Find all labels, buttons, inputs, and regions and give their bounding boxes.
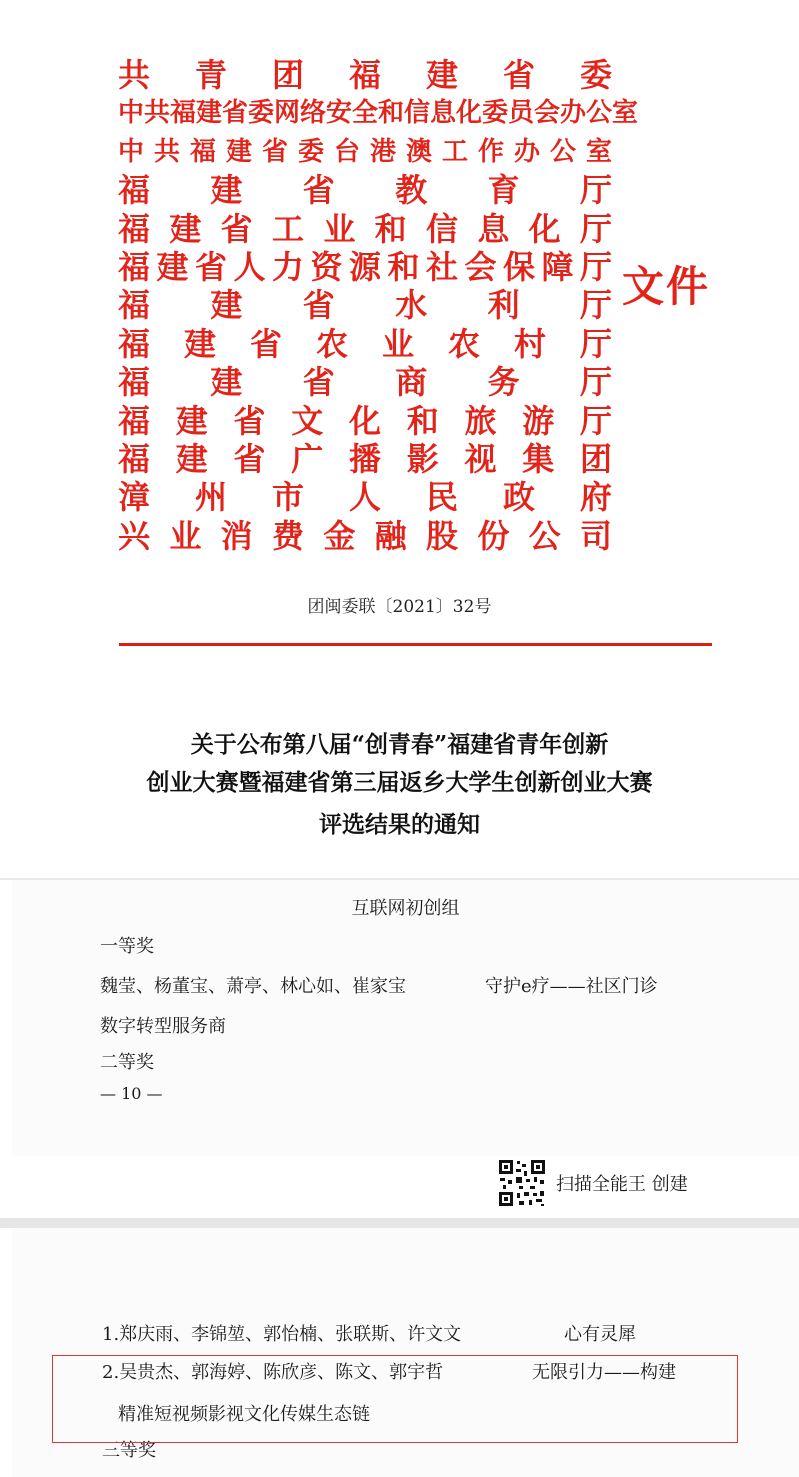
notice-title-line: 关于公布第八届“创青春”福建省青年创新 xyxy=(190,731,609,758)
org-name: 中共福建省委台港澳工作办公室 xyxy=(118,136,612,167)
document-number: 团闽委联〔2021〕32号 xyxy=(307,597,492,617)
highlight-annotation xyxy=(52,1355,738,1443)
org-name: 福建省人力资源和社会保障厅 xyxy=(118,247,612,286)
winner-names: 2.吴贵杰、郭海婷、陈欣彦、陈文、郭宇哲 xyxy=(102,1362,444,1383)
org-name: 兴业消费金融股份公司 xyxy=(118,516,612,555)
project-name-cont: 数字转型服务商 xyxy=(100,1016,226,1037)
scanner-app-label: 扫描全能王 创建 xyxy=(556,1174,688,1195)
notice-title-line: 评选结果的通知 xyxy=(319,811,480,838)
prize-heading: 三等奖 xyxy=(102,1440,156,1461)
org-name: 福建省农业农村厅 xyxy=(118,324,612,363)
winner-names: 魏莹、杨董宝、萧亭、林心如、崔家宝 xyxy=(100,976,406,997)
prize-heading: 一等奖 xyxy=(100,936,154,957)
page-separator xyxy=(0,1218,799,1228)
org-name: 共青团福建省委 xyxy=(118,56,612,94)
org-name: 福建省商务厅 xyxy=(118,363,612,402)
org-name: 福建省广播影视集团 xyxy=(118,439,612,478)
issuing-organizations xyxy=(118,56,639,555)
document-page-2 xyxy=(12,880,799,1156)
org-name: 中共福建省委网络安全和信息化委员会办公室 xyxy=(118,98,639,129)
org-name: 福建省文化和旅游厅 xyxy=(118,401,612,440)
winner-names: 1.郑庆雨、李锦堃、郭怡楠、张联斯、许文文 xyxy=(102,1324,462,1345)
org-name: 福建省工业和信息化厅 xyxy=(118,209,612,248)
project-name: 守护e疗——社区门诊 xyxy=(485,976,658,997)
org-name: 漳州市人民政府 xyxy=(118,478,612,517)
project-name-cont: 精准短视频影视文化传媒生态链 xyxy=(118,1404,370,1425)
page-number: — 10 — xyxy=(100,1084,163,1103)
org-name: 福建省水利厅 xyxy=(118,286,612,325)
red-divider xyxy=(119,643,712,646)
project-name: 心有灵犀 xyxy=(564,1324,636,1345)
org-name: 福建省教育厅 xyxy=(118,171,612,210)
prize-heading: 二等奖 xyxy=(100,1052,154,1073)
notice-title-line: 创业大赛暨福建省第三届返乡大学生创新创业大赛 xyxy=(146,769,653,796)
document-label: 文件 xyxy=(622,262,711,311)
group-heading: 互联网初创组 xyxy=(351,898,460,919)
project-name: 无限引力——构建 xyxy=(532,1362,676,1383)
qr-code-icon xyxy=(497,1158,547,1208)
